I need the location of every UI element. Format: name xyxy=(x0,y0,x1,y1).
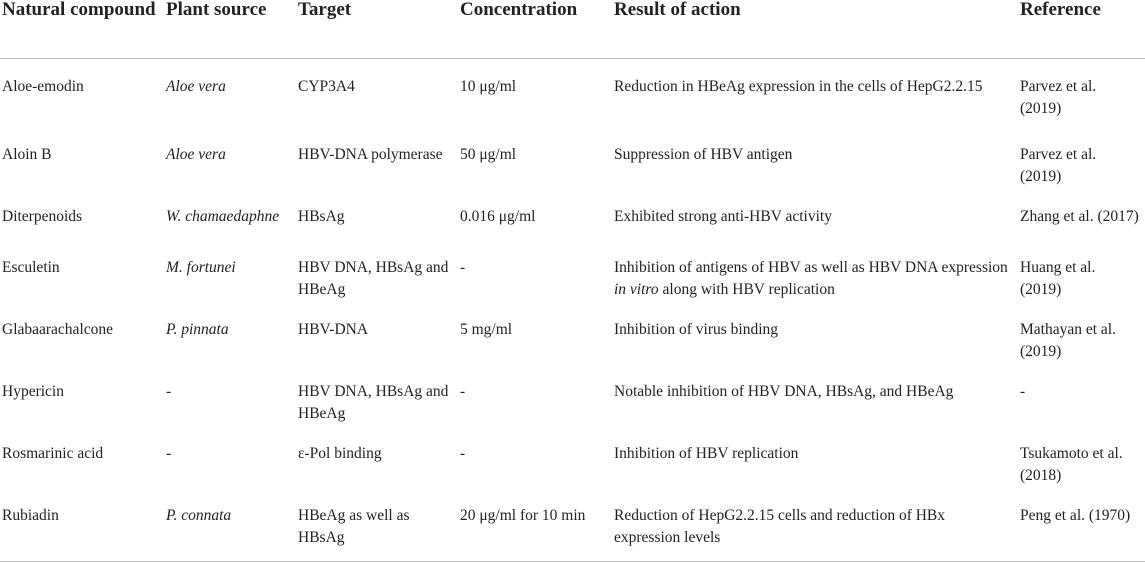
cell-concentration: - xyxy=(460,259,466,276)
cell-natural-compound: Hypericin xyxy=(2,383,64,400)
header-result-of-action: Result of action xyxy=(612,0,1018,58)
cell-result-of-action xyxy=(612,301,1018,363)
cell-natural-compound: Diterpenoids xyxy=(2,208,83,225)
cell-plant-source: P. connata xyxy=(164,487,296,561)
cell-target: HBeAg as well as HBsAg xyxy=(296,487,458,561)
cell-reference: Parvez et al. (2019) xyxy=(1020,146,1097,185)
result-text: Notable inhibition of HBV DNA, HBsAg, and HBeAg xyxy=(614,383,954,400)
table-row xyxy=(0,58,1145,126)
table-row xyxy=(0,126,1145,188)
result-text: Suppression of HBV antigen xyxy=(614,146,793,163)
table-row xyxy=(0,188,1145,239)
cell-plant-source: M. fortunei xyxy=(166,259,236,276)
result-text: Exhibited strong anti-HBV activity xyxy=(614,208,832,225)
table-body xyxy=(0,58,1145,561)
cell-result-of-action xyxy=(612,239,1018,301)
cell-natural-compound: Aloe-emodin xyxy=(2,77,84,95)
header-concentration: Concentration xyxy=(458,0,612,58)
result-text: Inhibition of virus binding xyxy=(614,321,779,338)
cell-result-of-action xyxy=(612,363,1018,425)
cell-plant-source: W. chamaedaphne xyxy=(166,208,280,225)
cell-concentration: - xyxy=(460,383,466,400)
cell-target: HBV DNA, HBsAg and HBeAg xyxy=(298,259,449,298)
cell-natural-compound: Glabaarachalcone xyxy=(2,321,114,338)
table-header xyxy=(0,0,1145,58)
cell-target: ε-Pol binding xyxy=(298,445,382,462)
cell-plant-source: Aloe vera xyxy=(166,77,226,95)
cell-reference: Peng et al. (1970) xyxy=(1018,487,1145,561)
header-natural-compound: Natural compound xyxy=(0,0,164,58)
cell-target: HBsAg xyxy=(298,208,345,225)
cell-reference: Parvez et al. (2019) xyxy=(1020,77,1097,117)
table-row xyxy=(0,301,1145,363)
cell-result-of-action xyxy=(612,126,1018,188)
cell-target: HBV-DNA polymerase xyxy=(298,146,443,163)
cell-reference: Tsukamoto et al. (2018) xyxy=(1020,445,1123,484)
result-text: Reduction of HepG2.2.15 cells and reduction of HBx expression levels xyxy=(614,507,946,546)
cell-result-of-action xyxy=(612,425,1018,487)
table-row xyxy=(0,363,1145,425)
cell-result-of-action xyxy=(612,188,1018,239)
cell-natural-compound: Rubiadin xyxy=(0,487,164,561)
header-plant-source: Plant source xyxy=(164,0,296,58)
cell-concentration: 0.016 μg/ml xyxy=(460,208,536,225)
cell-target: CYP3A4 xyxy=(298,77,355,95)
result-text: Inhibition of antigens of HBV as well as HBV DNA expression xyxy=(614,259,1008,276)
result-italic-text: in vitro xyxy=(614,281,659,298)
cell-reference: Zhang et al. (2017) xyxy=(1020,208,1139,225)
cell-concentration: 10 μg/ml xyxy=(460,77,517,95)
table-row xyxy=(0,425,1145,487)
cell-plant-source: - xyxy=(166,383,172,400)
cell-natural-compound: Aloin B xyxy=(2,146,52,163)
cell-plant-source: P. pinnata xyxy=(166,321,229,338)
cell-concentration: 5 mg/ml xyxy=(460,321,513,338)
cell-result-of-action xyxy=(612,487,1018,561)
header-target: Target xyxy=(296,0,458,58)
header-reference: Reference xyxy=(1018,0,1145,58)
cell-concentration: 20 μg/ml for 10 min xyxy=(458,487,612,561)
result-text-continued: along with HBV replication xyxy=(658,281,835,298)
cell-reference: Huang et al. (2019) xyxy=(1020,259,1096,298)
table-row xyxy=(0,239,1145,301)
cell-target: HBV-DNA xyxy=(298,321,369,338)
cell-plant-source: Aloe vera xyxy=(166,146,226,163)
cell-natural-compound: Rosmarinic acid xyxy=(2,445,104,462)
cell-result-of-action xyxy=(612,58,1018,126)
cell-target: HBV DNA, HBsAg and HBeAg xyxy=(298,383,449,422)
cell-plant-source: - xyxy=(166,445,172,462)
result-text: Inhibition of HBV replication xyxy=(614,445,799,462)
cell-reference: Mathayan et al. (2019) xyxy=(1020,321,1116,360)
cell-concentration: - xyxy=(460,445,466,462)
result-text: Reduction in HBeAg expression in the cells of HepG2.2.15 xyxy=(614,77,983,95)
cell-reference: - xyxy=(1020,383,1026,400)
header-row xyxy=(0,0,1145,58)
cell-natural-compound: Esculetin xyxy=(2,259,60,276)
table-row xyxy=(0,487,1145,561)
cell-concentration: 50 μg/ml xyxy=(460,146,517,163)
